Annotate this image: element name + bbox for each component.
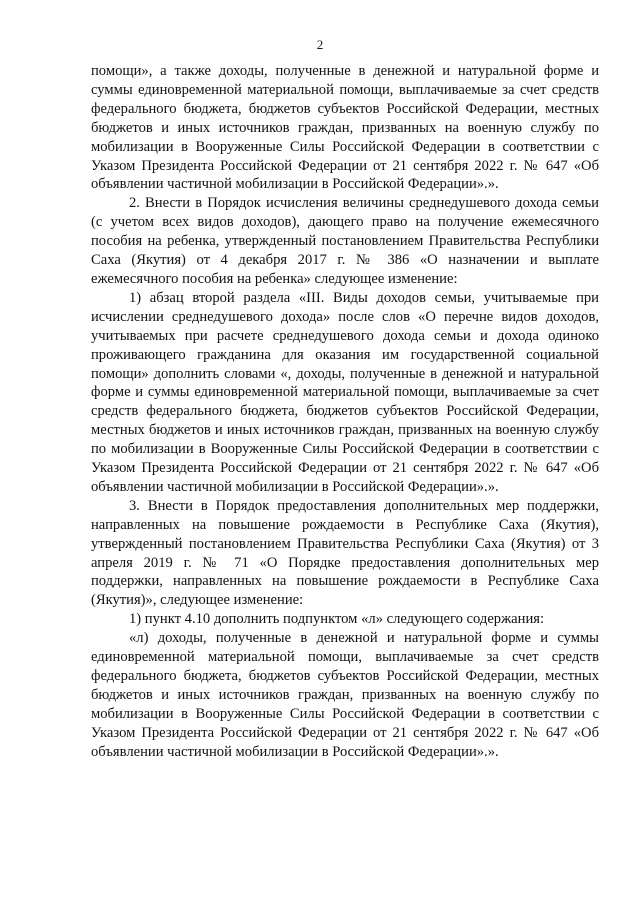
paragraph-subitem-1-section-iii: 1) абзац второй раздела «III. Виды доходов семьи, учитываемые при исчислении среднедушевого дохода» после слов «О перечне видов доходов, учитываемых при расчете среднедушевого дохода семьи и дохода одиноко проживающего гражданина для оказания им государственной социальной помощи» дополнить словами «, доходы, полученные в денежной и натуральной форме и суммы единовременной материальной помощи, выплачиваемые за счет средств федерального бюджета, бюджетов субъектов Российской Федерации, местных бюджетов и иных источников граждан, призванных на военную службу по мобилизации в Вооруженные Силы Российской Федерации в соответствии с Указом Президента Российской Федерации от 21 сентября 2022 г. № 647 «Об объявлении частичной мобилизации в Российской Федерации».». [91,289,599,495]
document-body [91,62,599,762]
paragraph-subitem-1-point-4-10: 1) пункт 4.10 дополнить подпунктом «л» следующего содержания: [129,611,545,628]
paragraph-continuation: помощи», а также доходы, полученные в денежной и натуральной форме и суммы единовременной материальной помощи, выплачиваемые за счет средств федерального бюджета, бюджетов субъектов Российской Федерации, местных бюджетов и иных источников граждан, призванных на военную службу по мобилизации в Вооруженные Силы Российской Федерации в соответствии с Указом Президента Российской Федерации от 21 сентября 2022 г. № 647 «Об объявлении частичной мобилизации в Российской Федерации».». [91,63,599,193]
paragraph-subpoint-l: «л) доходы, полученные в денежной и натуральной форме и суммы единовременной материальной помощи, выплачиваемые за счет средств федерального бюджета, бюджетов субъектов Российской Федерации, местных бюджетов и иных источников граждан, призванных на военную службу по мобилизации в Вооруженные Силы Российской Федерации в соответствии с Указом Президента Российской Федерации от 21 сентября 2022 г. № 647 «Об объявлении частичной мобилизации в Российской Федерации».». [91,630,599,760]
paragraph-item-2: 2. Внести в Порядок исчисления величины среднедушевого дохода семьи (с учетом всех видов доходов), дающего право на получение ежемесячного пособия на ребенка, утвержденный постановлением Правительства Республики Саха (Якутия) от 4 декабря 2017 г. № 386 «О назначении и выплате ежемесячного пособия на ребенка» следующее изменение: [91,195,599,287]
page-number: 2 [316,37,324,52]
paragraph-item-3: 3. Внести в Порядок предоставления дополнительных мер поддержки, направленных на повышение рождаемости в Республике Саха (Якутия), утвержденный постановлением Правительства Республики Саха (Якутия) от 3 апреля 2019 г. № 71 «О Порядке предоставления дополнительных мер поддержки, направленных на повышение рождаемости в Республике Саха (Якутия)», следующее изменение: [91,497,599,609]
